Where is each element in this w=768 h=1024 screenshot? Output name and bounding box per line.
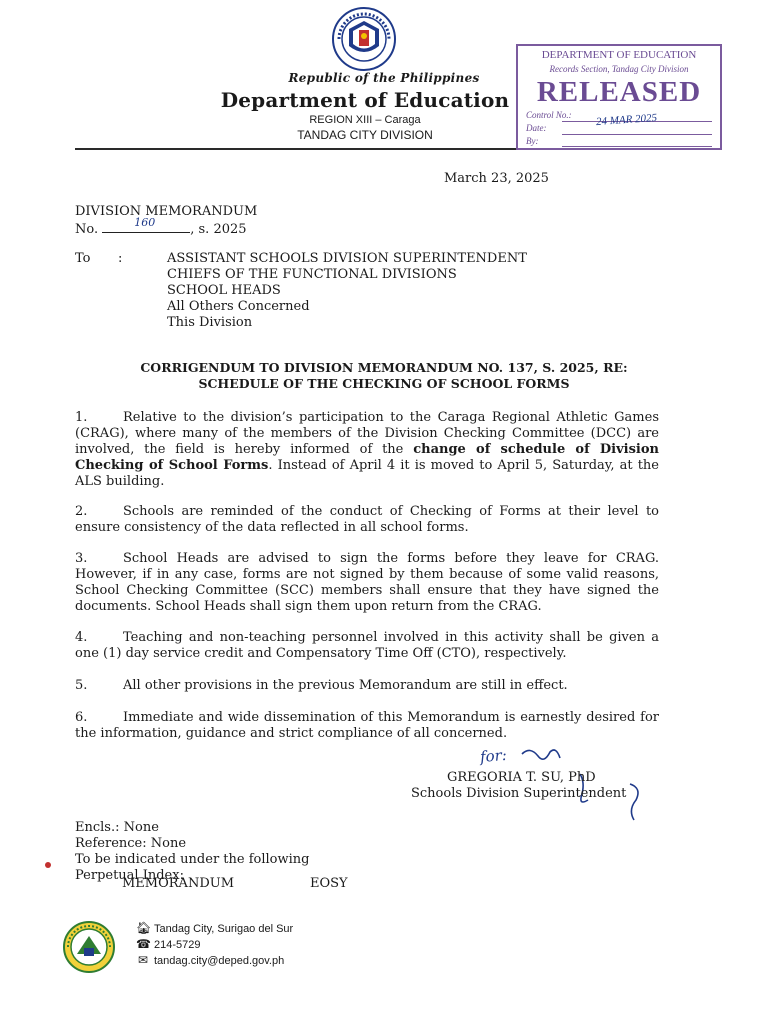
ink-dot	[45, 862, 51, 868]
memo-number-line	[75, 216, 247, 238]
recipient-item: CHIEFS OF THE FUNCTIONAL DIVISIONS	[167, 267, 457, 282]
phone-text: 214-5729	[154, 939, 201, 951]
email-text: tandag.city@deped.gov.ph	[154, 955, 285, 967]
contact-address	[136, 921, 293, 935]
memo-no-label: No.	[75, 222, 99, 237]
enclosure-block	[75, 820, 309, 884]
paragraph-3	[75, 551, 659, 615]
stamp-records: Records Section, Tandag City Division	[549, 64, 689, 74]
recipient-list	[167, 251, 527, 331]
paragraph-text: Teaching and non-teaching personnel involved in this activity shall be given a one (1) day service credit and Compensatory Time Off (CTO), respectively.	[75, 630, 659, 661]
signature-for: for:	[479, 745, 508, 767]
perpetual-index-line: Perpetual Index:	[75, 868, 184, 883]
stamp-by-line	[562, 146, 712, 147]
index-term-2: EOSY	[310, 876, 348, 891]
indicated-line: To be indicated under the following	[75, 852, 310, 867]
paragraph-1	[75, 410, 659, 490]
region-label: REGION XIII – Caraga	[309, 114, 421, 126]
contact-phone	[136, 937, 201, 951]
stamp-by-label: By:	[526, 136, 539, 146]
enclosures-line: Encls.: None	[75, 820, 159, 835]
paragraph-number: 6.	[75, 710, 88, 725]
stamp-department: DEPARTMENT OF EDUCATION	[541, 49, 697, 61]
paragraph-emphasis: change of schedule of Division Checking of School Forms	[75, 442, 659, 473]
address-text: Tandag City, Surigao del Sur	[154, 923, 294, 935]
to-label: To	[75, 251, 91, 266]
stamp-control-label: Control No.:	[526, 110, 572, 120]
paragraph-number: 3.	[75, 551, 88, 566]
paragraph-5	[75, 678, 659, 694]
contact-email	[136, 953, 284, 967]
subject-line-2: SCHEDULE OF THE CHECKING OF SCHOOL FORMS	[198, 376, 570, 391]
paragraph-2	[75, 504, 659, 536]
paragraph-number: 4.	[75, 630, 88, 645]
stamp-date-line	[562, 134, 712, 135]
paragraph-text: School Heads are advised to sign the forms before they leave for CRAG. However, if in any case, forms are not signed by them because of some valid reasons, School Checking Committee (SCC) members shall ensure that they have signed the documents. School Heads shall sign them upon return from the CRAG.	[75, 551, 659, 614]
phone-icon: ☎	[136, 937, 151, 951]
republic-heading: Republic of the Philippines	[288, 71, 480, 85]
signatory-title: Schools Division Superintendent	[411, 786, 627, 801]
paragraph-text: All other provisions in the previous Memorandum are still in effect.	[123, 678, 568, 693]
released-stamp	[516, 44, 722, 150]
memo-series: , s. 2025	[190, 222, 247, 237]
mail-icon: ✉	[137, 953, 149, 967]
stamp-status: RELEASED	[536, 76, 702, 108]
recipient-item: This Division	[167, 315, 253, 330]
memo-type: DIVISION MEMORANDUM	[75, 204, 258, 219]
paragraph-text: Immediate and wide dissemination of this Memorandum is earnestly desired for the information, guidance and strict compliance of all concerned.	[75, 710, 659, 741]
to-colon: :	[118, 251, 123, 266]
paragraph-text: Schools are reminded of the conduct of Checking of Forms at their level to ensure consistency of the data reflected in all school forms.	[75, 504, 659, 535]
paragraph-number: 1.	[75, 410, 88, 425]
paragraph-4	[75, 630, 659, 662]
deped-seal-logo	[331, 6, 397, 72]
index-term-1: MEMORANDUM	[122, 876, 235, 891]
division-label: TANDAG CITY DIVISION	[297, 128, 433, 142]
signatory-name: GREGORIA T. SU, PhD	[447, 770, 596, 785]
recipient-item: SCHOOL HEADS	[167, 283, 281, 298]
stamp-date-value: 24 MAR 2025	[595, 111, 658, 129]
recipient-item: ASSISTANT SCHOOLS DIVISION SUPERINTENDENT	[167, 251, 527, 266]
memo-number: 160	[134, 216, 156, 229]
memo-subject	[90, 360, 678, 392]
paragraph-6	[75, 710, 659, 742]
paragraph-number: 2.	[75, 504, 88, 519]
reference-line: Reference: None	[75, 836, 187, 851]
paragraph-text: . Instead of April 4 it is moved to April 5, Saturday, at the ALS building.	[75, 458, 659, 489]
department-heading: Department of Education	[220, 88, 510, 112]
paragraph-text: Relative to the division’s participation to the Caraga Regional Athletic Games (CRAG), where many of the members of the Division Checking Committee (DCC) are involved, the field is hereby informed of the	[75, 410, 659, 457]
division-seal-logo	[62, 920, 116, 974]
memo-number-blank	[102, 216, 190, 233]
home-icon: 🏠︎	[136, 921, 152, 935]
recipient-item: All Others Concerned	[167, 299, 310, 314]
paragraph-number: 5.	[75, 678, 88, 693]
stamp-date-label: Date:	[526, 123, 547, 133]
memo-date: March 23, 2025	[444, 171, 549, 186]
subject-line-1: CORRIGENDUM TO DIVISION MEMORANDUM NO. 137, S. 2025, RE:	[140, 360, 628, 375]
